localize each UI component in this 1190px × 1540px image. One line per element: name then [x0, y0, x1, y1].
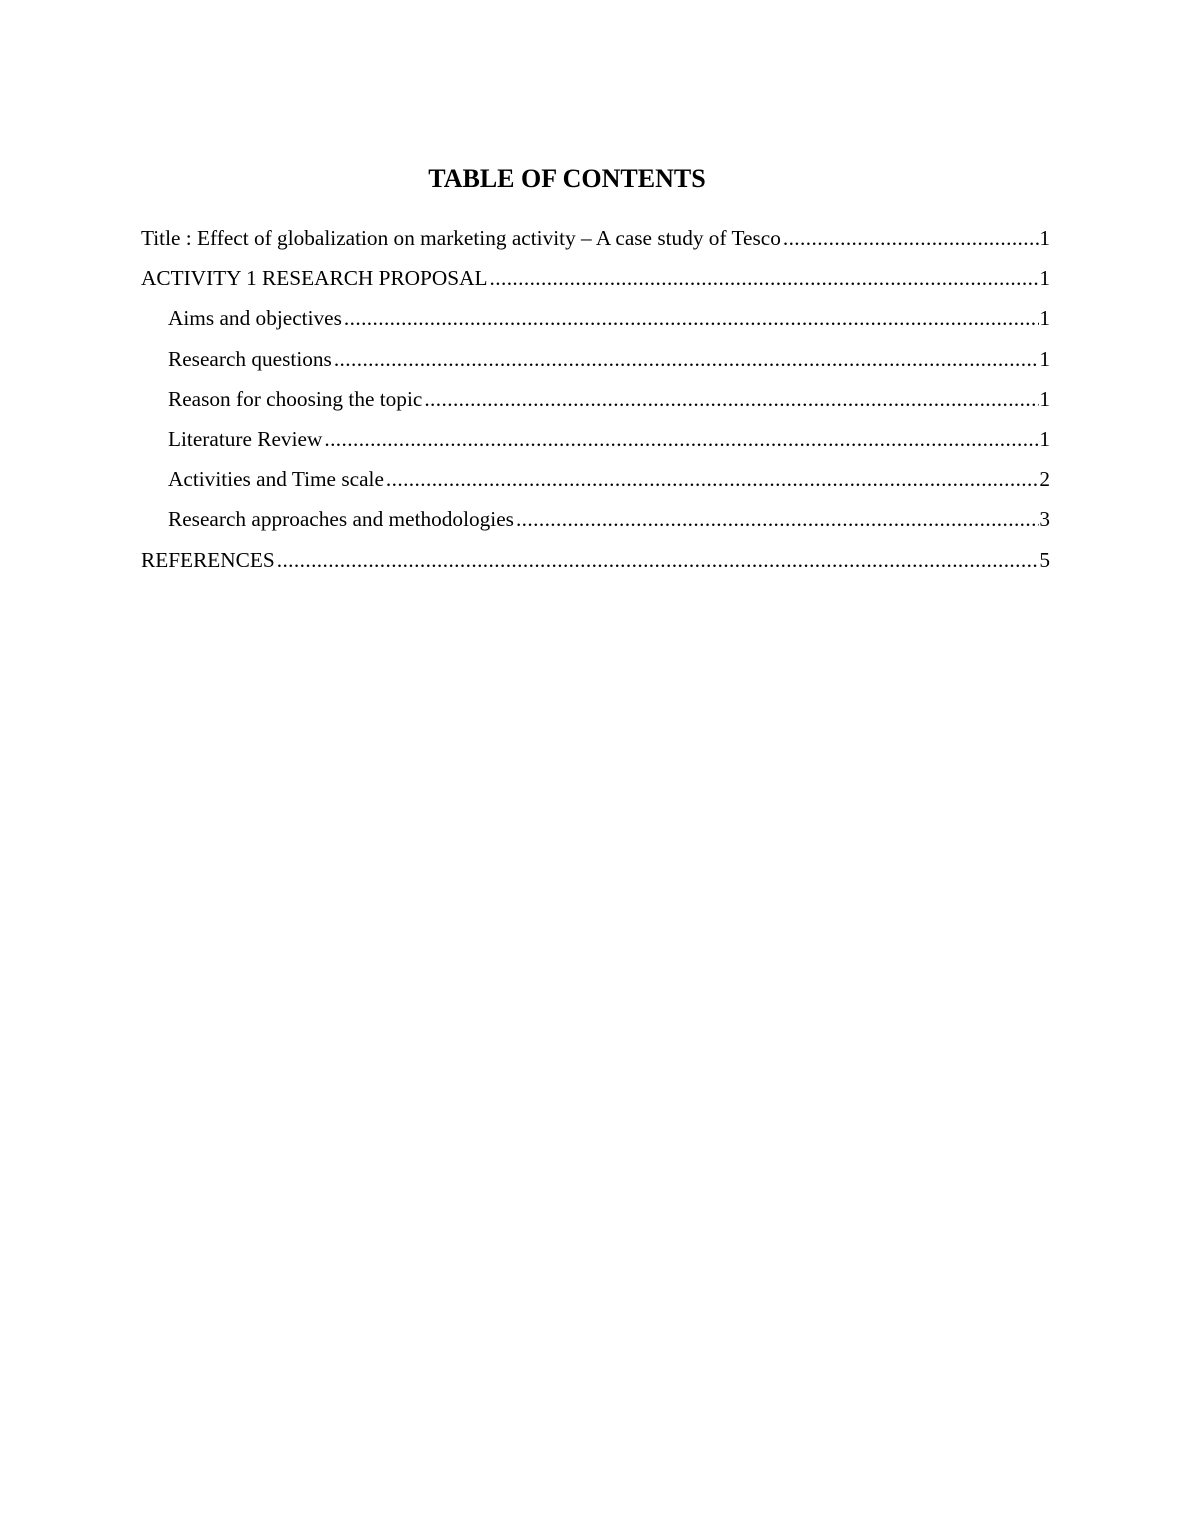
toc-entry-aims[interactable]	[141, 302, 1050, 342]
toc-page-number: 1	[1039, 426, 1050, 451]
toc-entry-references[interactable]	[141, 544, 1050, 584]
toc-dot-leader	[424, 383, 1039, 415]
toc-page-number: 5	[1039, 547, 1050, 572]
toc-entry-activities-time-scale[interactable]	[141, 463, 1050, 503]
toc-heading: TABLE OF CONTENTS	[428, 164, 706, 193]
toc-dot-leader	[783, 222, 1039, 254]
toc-entry-reason[interactable]	[141, 383, 1050, 423]
toc-entry-text: Activities and Time scale	[168, 467, 384, 492]
toc-list	[141, 222, 1050, 584]
toc-page-number: 1	[1039, 226, 1050, 250]
toc-entry-text: REFERENCES	[141, 547, 275, 572]
toc-page-number: 3	[1039, 507, 1050, 532]
toc-entry-title[interactable]	[141, 222, 1050, 262]
toc-dot-leader	[324, 423, 1039, 455]
toc-entry-activity-1[interactable]	[141, 262, 1050, 302]
toc-dot-leader	[516, 503, 1039, 535]
toc-dot-leader	[334, 343, 1040, 375]
toc-page-number: 1	[1039, 266, 1050, 291]
toc-entry-text: Reason for choosing the topic	[168, 386, 423, 411]
toc-entry-research-questions[interactable]	[141, 343, 1050, 383]
toc-entry-research-approaches[interactable]	[141, 503, 1050, 543]
toc-entry-text: Title : Effect of globalization on marketing activity – A case study of Tesco	[141, 226, 781, 250]
toc-entry-text: Aims and objectives	[168, 306, 342, 331]
toc-entry-text: Literature Review	[168, 426, 323, 451]
toc-page-number: 2	[1039, 467, 1050, 492]
toc-dot-leader	[490, 262, 1040, 294]
toc-dot-leader	[277, 544, 1040, 576]
toc-entry-text: ACTIVITY 1 RESEARCH PROPOSAL	[141, 266, 488, 291]
toc-entry-text: Research questions	[168, 346, 332, 371]
toc-entry-literature-review[interactable]	[141, 423, 1050, 463]
toc-page-number: 1	[1039, 386, 1050, 411]
toc-page-number: 1	[1039, 346, 1050, 371]
toc-dot-leader	[344, 302, 1039, 334]
toc-dot-leader	[386, 463, 1039, 495]
toc-entry-text: Research approaches and methodologies	[168, 507, 514, 532]
toc-page-number: 1	[1039, 306, 1050, 331]
